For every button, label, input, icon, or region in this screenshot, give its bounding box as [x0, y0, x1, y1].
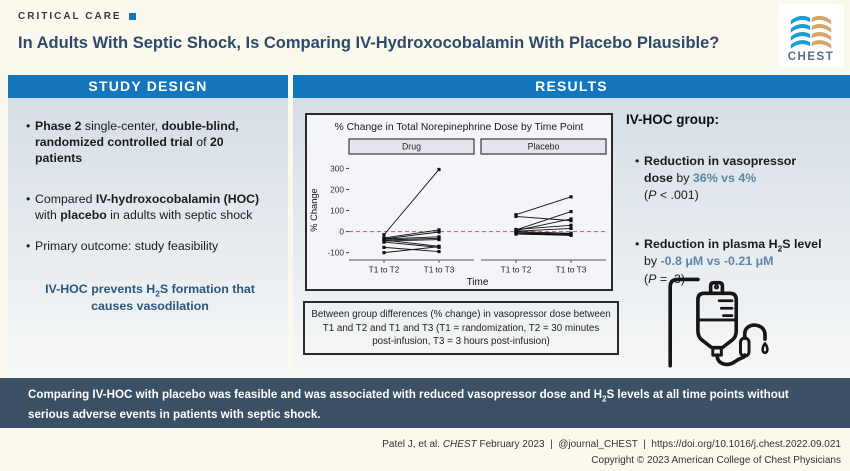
- finding-vasopressor: • Reduction in vasopressor dose by 36% vs 4% (P < .001): [635, 153, 825, 204]
- study-design-bullet-3: • Primary outcome: study feasibility: [26, 238, 274, 254]
- iv-bag-icon: [656, 272, 776, 370]
- eyebrow-label: CRITICAL CARE: [18, 11, 122, 22]
- finding-h2s: • Reduction in plasma $H_2S$ level by -0.8 μM vs -0.21 μM (P = .3): [635, 236, 825, 287]
- study-design-bullet-2: • Compared IV-hydroxocobalamin (HOC) with placebo in adults with septic shock: [26, 191, 274, 223]
- svg-text:-100: -100: [327, 247, 344, 258]
- chest-logo: [778, 4, 844, 67]
- study-design-header: STUDY DESIGN: [8, 75, 288, 98]
- svg-text:Drug: Drug: [401, 141, 422, 152]
- svg-text:Time: Time: [466, 277, 489, 288]
- norepinephrine-change-chart: [305, 113, 613, 291]
- svg-text:T1 to T3: T1 to T3: [555, 264, 587, 275]
- svg-text:T1 to T2: T1 to T2: [500, 264, 532, 275]
- footer: [382, 437, 841, 468]
- chest-logo-waves-icon: [786, 12, 836, 50]
- citation-line: Patel J, et al. CHEST February 2023 | @journal_CHEST | https://doi.org/10.1016/j.chest.2022.09.021: [382, 439, 841, 450]
- chart-caption: Between group differences (% change) in vasopressor dose between T1 and T2 and T1 and T3 (T1 = randomization, T2 = 30 minutes post-infusion, T3 = 3 hours post-infusion): [303, 301, 619, 355]
- study-design-panel: [8, 98, 288, 376]
- copyright-line: Copyright © 2023 American College of Chest Physicians: [591, 454, 841, 466]
- svg-text:100: 100: [330, 205, 344, 216]
- results-header: RESULTS: [293, 75, 850, 98]
- svg-text:% Change in Total Norepinephri: % Change in Total Norepinephrine Dose by Time Point: [334, 122, 584, 133]
- ivhoc-group-heading: IV-HOC group:: [626, 112, 719, 127]
- svg-text:T1 to T2: T1 to T2: [368, 264, 400, 275]
- svg-text:0: 0: [339, 226, 344, 237]
- svg-text:Placebo: Placebo: [527, 141, 560, 152]
- chest-logo-wordmark: CHEST: [787, 50, 835, 63]
- study-design-bullet-1: • Phase 2 single-center, double-blind, randomized controlled trial of 20 patients: [26, 118, 274, 167]
- page-title: In Adults With Septic Shock, Is Comparing IV-Hydroxocobalamin With Placebo Plausible?: [18, 34, 720, 52]
- svg-text:T1 to T3: T1 to T3: [423, 264, 455, 275]
- conclusion-banner: Comparing IV-HOC with placebo was feasible and was associated with reduced vasopressor dose and $H_2S$ levels at all time points without serious adverse events in patients with septic shock.: [0, 378, 850, 428]
- section-eyebrow: [18, 11, 136, 22]
- mechanism-callout: IV-HOC prevents $H_2S$ formation that causes vasodilation: [45, 282, 255, 314]
- svg-text:200: 200: [330, 184, 344, 195]
- svg-text:300: 300: [330, 163, 344, 174]
- eyebrow-square-icon: [129, 13, 136, 20]
- svg-text:% Change: % Change: [309, 188, 319, 232]
